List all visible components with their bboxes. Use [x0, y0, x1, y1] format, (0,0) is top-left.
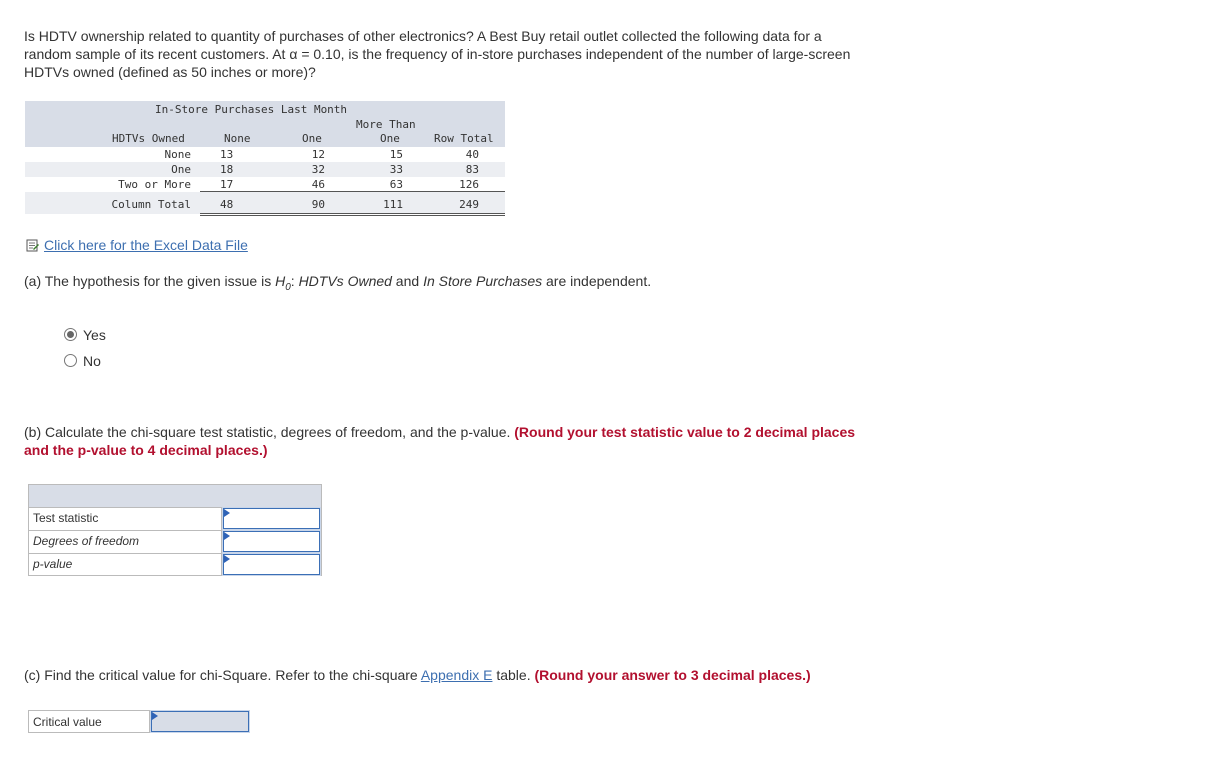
part-a-prefix: (a) The hypothesis for the given issue is [24, 273, 276, 289]
table-cell: 18 [220, 163, 234, 176]
question-text [24, 27, 1174, 81]
question-line-3: HDTVs owned (defined as 50 inches or more)? [24, 64, 316, 80]
part-a-and: and [391, 273, 424, 289]
excel-file-link[interactable] [26, 236, 248, 254]
option-yes-label: Yes [83, 327, 106, 343]
table-cell: 90 [311, 198, 325, 211]
critical-value-label: Critical value [33, 715, 102, 729]
table-cell: 126 [459, 178, 479, 191]
excel-file-icon [26, 238, 40, 252]
part-b-instruction-1: (Round your test statistic value to 2 decimal places [514, 424, 856, 440]
header-more-than: More Than [356, 118, 416, 131]
row-label-one: One [171, 163, 191, 176]
table-cell: 249 [459, 198, 479, 211]
answer-col-divider [221, 507, 222, 575]
input-flag-icon [224, 532, 230, 540]
header-more-than-one: One [380, 132, 400, 145]
row-label-none: None [164, 148, 191, 161]
input-flag-icon [152, 712, 158, 720]
test-statistic-label: Test statistic [33, 511, 99, 525]
appendix-e-link[interactable]: Appendix E [420, 667, 493, 683]
degrees-of-freedom-input[interactable] [223, 531, 320, 552]
table-cell: 17 [220, 178, 234, 191]
table-title: In-Store Purchases Last Month [155, 103, 348, 116]
header-hdtvs-owned: HDTVs Owned [112, 132, 185, 145]
part-b-instruction-2: and the p-value to 4 decimal places.) [24, 442, 268, 458]
test-statistic-input[interactable] [223, 508, 320, 529]
table-cell: 63 [389, 178, 403, 191]
table-cell: 32 [311, 163, 325, 176]
table-cell: 33 [389, 163, 403, 176]
radio-yes[interactable] [64, 328, 77, 341]
table-row-bg-1 [25, 162, 505, 177]
question-line-2: random sample of its recent customers. At α = 0.10, is the frequency of in-store purchases independent of the number of large-screen [24, 46, 851, 62]
critical-value-row [28, 710, 250, 733]
p-value-input[interactable] [223, 554, 320, 575]
table-cell: 83 [465, 163, 479, 176]
option-no-label: No [83, 353, 101, 369]
var-hdtvs-owned: HDTVs Owned [298, 273, 392, 289]
part-b-question: (b) Calculate the chi-square test statistic, degrees of freedom, and the p-value. [24, 424, 511, 440]
part-c-question-1: (c) Find the critical value for chi-Square. Refer to the chi-square [24, 667, 421, 683]
part-c-question-2: table. [492, 667, 535, 683]
option-no[interactable] [64, 352, 144, 370]
excel-link-text[interactable]: Click here for the Excel Data File [44, 237, 248, 253]
row-label-column-total: Column Total [111, 198, 191, 211]
part-c-instruction: (Round your answer to 3 decimal places.) [534, 667, 811, 683]
var-in-store-purchases: In Store Purchases [423, 273, 543, 289]
input-flag-icon [224, 509, 230, 517]
row-label-two-or-more: Two or More [118, 178, 191, 191]
table-divider [200, 191, 505, 192]
table-total-bg [25, 192, 505, 214]
radio-no[interactable] [64, 354, 77, 367]
hypothesis-h: H [275, 273, 286, 289]
hypothesis-sub: 0 [285, 281, 291, 293]
part-b-answer-table [28, 484, 322, 576]
part-a-suffix: are independent. [542, 273, 652, 289]
data-table [25, 101, 505, 216]
table-cell: 15 [389, 148, 403, 161]
degrees-of-freedom-label: Degrees of freedom [33, 534, 140, 548]
critical-value-divider [149, 711, 150, 732]
header-one: One [302, 132, 322, 145]
option-yes[interactable] [64, 326, 144, 344]
answer-table-header [29, 485, 321, 508]
table-cell: 111 [383, 198, 403, 211]
input-flag-icon [224, 555, 230, 563]
question-line-1: Is HDTV ownership related to quantity of purchases of other electronics? A Best Buy retail outlet collected the following data for a [24, 28, 822, 44]
hypothesis-colon: : [290, 273, 299, 289]
critical-value-input[interactable] [151, 711, 249, 732]
p-value-label: p-value [33, 557, 73, 571]
header-row-total: Row Total [434, 132, 494, 145]
header-none: None [224, 132, 251, 145]
part-b-text [24, 423, 1174, 459]
table-cell: 46 [311, 178, 325, 191]
table-cell: 48 [220, 198, 234, 211]
part-c-text [24, 666, 811, 684]
table-double-rule [200, 213, 505, 216]
part-a-text [24, 272, 651, 297]
table-cell: 40 [465, 148, 479, 161]
table-cell: 13 [220, 148, 234, 161]
table-cell: 12 [311, 148, 325, 161]
